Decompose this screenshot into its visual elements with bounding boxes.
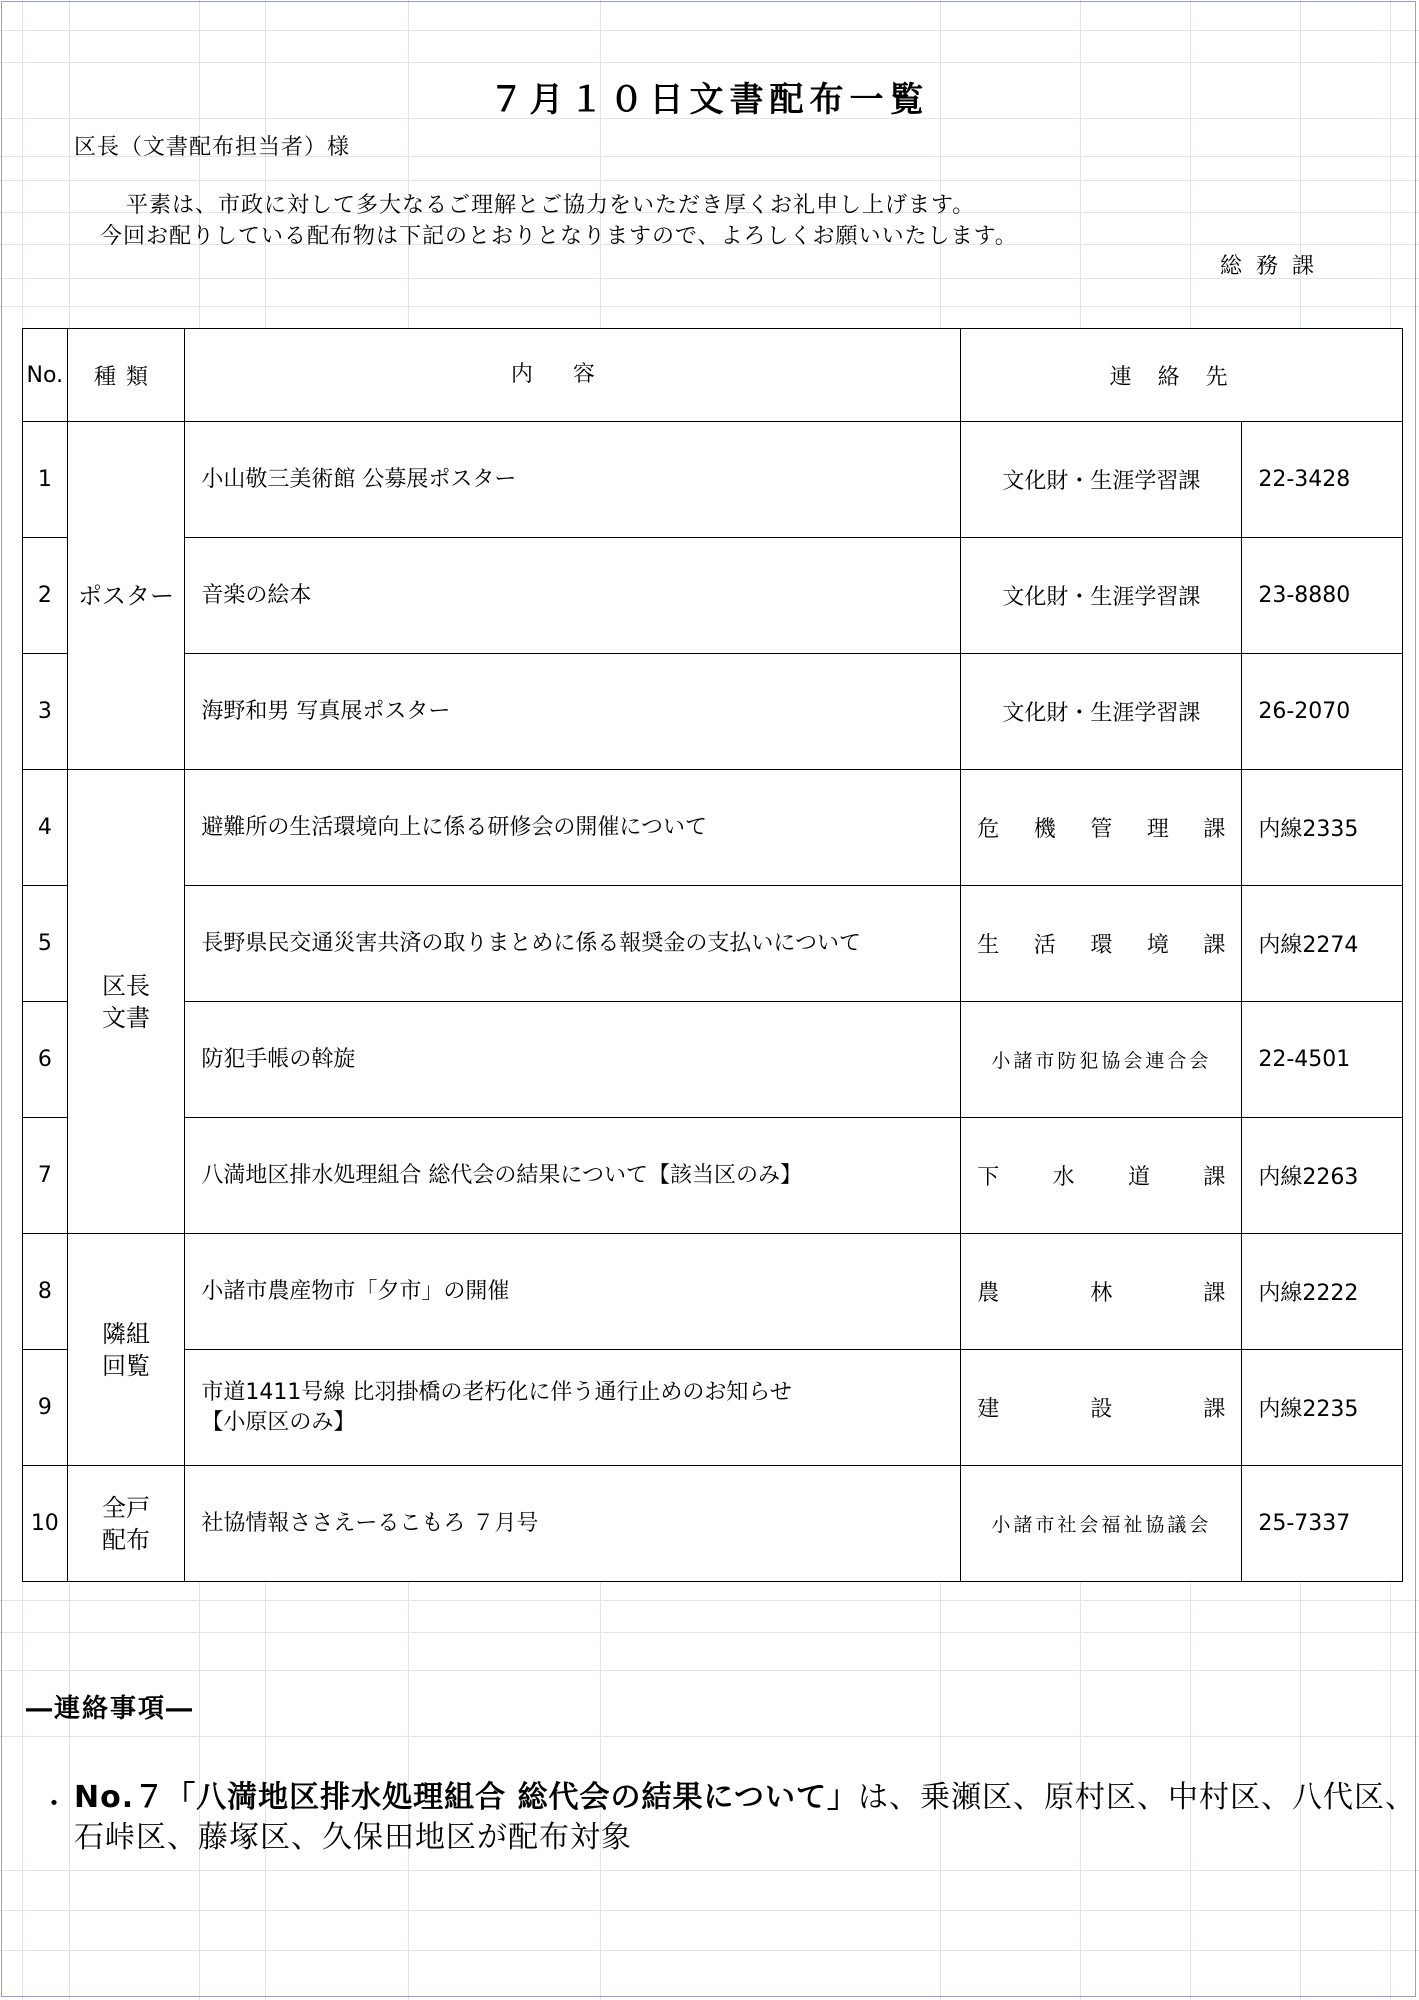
contact-text: 小諸市社会福祉協議会 <box>991 1514 1212 1536</box>
type-cell-zenko <box>67 1466 185 1582</box>
row-content: 社協情報ささえーるこもろ ７月号 <box>185 1466 961 1582</box>
note-bullet: ・ <box>40 1787 69 1820</box>
row-tel: 内線2335 <box>1242 770 1403 886</box>
row-tel: 23-8880 <box>1242 538 1403 654</box>
contact-char: 課 <box>1203 817 1226 842</box>
contact-char: 農 <box>977 1281 1000 1306</box>
row-contact <box>961 1466 1242 1582</box>
row-contact <box>961 886 1242 1002</box>
type-label: 隣組 回覧 <box>102 1319 151 1380</box>
row-content: 音楽の絵本 <box>185 538 961 654</box>
contact-char: 危 <box>977 817 1000 842</box>
row-contact <box>961 770 1242 886</box>
contact-text <box>961 812 1241 843</box>
type-label: 全戸 配布 <box>102 1493 151 1554</box>
row-contact: 文化財・生涯学習課 <box>961 654 1242 770</box>
row-tel: 内線2235 <box>1242 1350 1403 1466</box>
row-no: 8 <box>23 1234 68 1350</box>
type-cell-tonarigumi <box>67 1234 185 1466</box>
greeting-line-2: 今回お配りしている配布物は下記のとおりとなりますので、よろしくお願いいたします。 <box>100 224 1018 249</box>
note-line-2: 石峠区、藤塚区、久保田地区が配布対象 <box>74 1820 632 1855</box>
row-contact: 文化財・生涯学習課 <box>961 538 1242 654</box>
notes-heading: ―連絡事項― <box>26 1694 195 1724</box>
row-tel: 22-3428 <box>1242 422 1403 538</box>
contact-text <box>961 1392 1241 1423</box>
table-header-row <box>23 329 1403 422</box>
contact-char: 課 <box>1203 1165 1226 1190</box>
row-content: 小山敬三美術館 公募展ポスター <box>185 422 961 538</box>
type-cell-kucho <box>67 770 185 1234</box>
row-no: 3 <box>23 654 68 770</box>
content-line-1: 市道1411号線 比羽掛橋の老朽化に伴う通行止めのお知らせ <box>201 1379 792 1405</box>
row-contact <box>961 1350 1242 1466</box>
table-row <box>23 1466 1403 1582</box>
contact-char: 林 <box>1090 1281 1113 1306</box>
contact-char: 境 <box>1146 933 1169 958</box>
contact-char: 理 <box>1146 817 1169 842</box>
table-row <box>23 1234 1403 1350</box>
table-row <box>23 886 1403 1002</box>
row-content: 防犯手帳の斡旋 <box>185 1002 961 1118</box>
row-no: 7 <box>23 1118 68 1234</box>
contact-text: 小諸市防犯協会連合会 <box>991 1050 1212 1072</box>
row-tel: 22-4501 <box>1242 1002 1403 1118</box>
row-no: 2 <box>23 538 68 654</box>
row-tel: 内線2274 <box>1242 886 1403 1002</box>
type-label: 区長 文書 <box>102 971 151 1032</box>
content-line-2: 【小原区のみ】 <box>201 1409 356 1435</box>
row-tel: 26-2070 <box>1242 654 1403 770</box>
table-row <box>23 1118 1403 1234</box>
row-no: 5 <box>23 886 68 1002</box>
row-tel: 内線2222 <box>1242 1234 1403 1350</box>
greeting-line-1: 平素は、市政に対して多大なるご理解とご協力をいただき厚くお礼申し上げます。 <box>126 193 976 218</box>
distribution-table <box>22 328 1403 1582</box>
type-label: ポスター <box>78 581 175 610</box>
contact-char: 課 <box>1203 933 1226 958</box>
row-tel: 内線2263 <box>1242 1118 1403 1234</box>
header-type: 種類 <box>67 329 185 422</box>
table-row <box>23 654 1403 770</box>
row-content: 避難所の生活環境向上に係る研修会の開催について <box>185 770 961 886</box>
page-title: ７月１０日文書配布一覧 <box>489 80 930 120</box>
contact-char: 課 <box>1203 1281 1226 1306</box>
table-row <box>23 770 1403 886</box>
contact-char: 建 <box>977 1397 1000 1422</box>
header-content: 内容 <box>185 329 961 422</box>
row-no: 1 <box>23 422 68 538</box>
row-content: 小諸市農産物市「夕市」の開催 <box>185 1234 961 1350</box>
contact-char: 設 <box>1090 1397 1113 1422</box>
type-cell-poster <box>67 422 185 770</box>
contact-char: 環 <box>1090 933 1113 958</box>
note-line-1 <box>74 1772 1416 1816</box>
contact-char: 課 <box>1203 1397 1226 1422</box>
row-no: 10 <box>23 1466 68 1582</box>
table-row <box>23 1350 1403 1466</box>
contact-char: 下 <box>977 1165 1000 1190</box>
contact-char: 生 <box>977 933 1000 958</box>
row-content: 海野和男 写真展ポスター <box>185 654 961 770</box>
row-no: 6 <box>23 1002 68 1118</box>
note-text: は、乗瀬区、原村区、中村区、八代区、 <box>857 1780 1416 1815</box>
contact-char: 管 <box>1090 817 1113 842</box>
department-name: 総務課 <box>1220 254 1329 279</box>
contact-char: 道 <box>1127 1165 1150 1190</box>
addressee: 区長（文書配布担当者）様 <box>74 135 351 160</box>
row-tel: 25-7337 <box>1242 1466 1403 1582</box>
row-contact: 文化財・生涯学習課 <box>961 422 1242 538</box>
contact-text <box>961 1276 1241 1307</box>
header-contact: 連絡先 <box>961 329 1403 422</box>
table-row <box>23 422 1403 538</box>
row-content: 八満地区排水処理組合 総代会の結果について【該当区のみ】 <box>185 1118 961 1234</box>
row-contact <box>961 1234 1242 1350</box>
contact-char: 水 <box>1052 1165 1075 1190</box>
contact-text <box>961 928 1241 959</box>
contact-text <box>961 1160 1241 1191</box>
table-row <box>23 538 1403 654</box>
contact-char: 活 <box>1033 933 1056 958</box>
header-no: No. <box>23 329 68 422</box>
row-contact <box>961 1002 1242 1118</box>
row-contact <box>961 1118 1242 1234</box>
row-content: 長野県民交通災害共済の取りまとめに係る報奨金の支払いについて <box>185 886 961 1002</box>
note-highlight: No.７「八満地区排水処理組合 総代会の結果について」 <box>74 1780 858 1815</box>
table-row <box>23 1002 1403 1118</box>
contact-char: 機 <box>1033 817 1056 842</box>
row-no: 9 <box>23 1350 68 1466</box>
row-content <box>185 1350 961 1466</box>
row-no: 4 <box>23 770 68 886</box>
